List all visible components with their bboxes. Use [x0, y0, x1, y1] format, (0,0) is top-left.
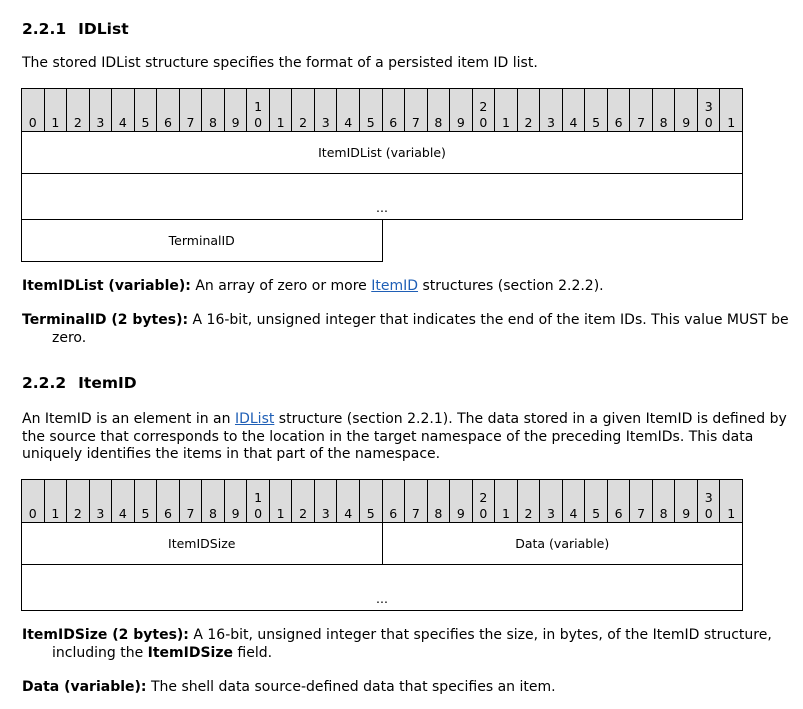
bit-tens-label — [90, 99, 112, 115]
bit-tens-label — [112, 490, 134, 506]
bit-ones-label: 4 — [118, 506, 127, 521]
idlist-link[interactable]: IDList — [234, 411, 275, 427]
bit-ones-label: 0 — [28, 506, 37, 521]
bit-16 — [382, 480, 405, 523]
bit-10 — [247, 480, 270, 523]
bit-tens-label — [720, 490, 742, 506]
bit-ones-label: 8 — [659, 506, 668, 521]
bit-ones-label: 6 — [163, 115, 172, 130]
bit-11 — [269, 89, 292, 132]
bit-28 — [652, 480, 675, 523]
bit-3 — [89, 89, 112, 132]
bit-30 — [697, 89, 720, 132]
bit-ones-label: 2 — [299, 506, 308, 521]
bit-14 — [337, 480, 360, 523]
bit-ones-label: 5 — [592, 115, 601, 130]
bit-2 — [67, 480, 90, 523]
bit-tens-label — [540, 490, 562, 506]
bit-tens-label — [337, 490, 359, 506]
bit-ones-label: 2 — [73, 115, 82, 130]
definition-itemidlist — [22, 278, 803, 296]
bit-18 — [427, 480, 450, 523]
bit-tens-label — [337, 99, 359, 115]
bit-14 — [337, 89, 360, 132]
bit-tens-label — [67, 490, 89, 506]
bit-7 — [179, 89, 202, 132]
bit-29 — [675, 89, 698, 132]
bit-tens-label — [292, 99, 314, 115]
bit-ones-label: 6 — [163, 506, 172, 521]
definition-term: ItemIDList (variable): — [22, 278, 191, 294]
bit-tens-label — [292, 490, 314, 506]
bit-tens-label — [157, 490, 179, 506]
bit-tens-label — [653, 490, 675, 506]
definition-term: Data (variable): — [22, 679, 147, 695]
bit-tens-label — [180, 490, 202, 506]
bit-31 — [720, 89, 743, 132]
section-heading-itemid — [22, 374, 137, 392]
bit-tens-label — [202, 99, 224, 115]
bit-tens-label — [315, 99, 337, 115]
intro-text: structure (section 2.2.1). The data stored in a given ItemID is defined by the source that corresponds to the location in the target namespace of the preceding ItemIDs. This data uniquely identifies the items in that part of the namespace. — [22, 411, 787, 462]
bit-ones-label: 7 — [186, 506, 195, 521]
definition-terminalid — [22, 312, 803, 347]
bit-tens-label — [360, 490, 382, 506]
bit-25 — [585, 89, 608, 132]
bit-ones-label: 0 — [254, 506, 263, 521]
bit-tens-label — [315, 490, 337, 506]
definition-term: TerminalID (2 bytes): — [22, 312, 189, 328]
bit-ones-label: 5 — [141, 506, 150, 521]
bit-12 — [292, 89, 315, 132]
bit-tens-label — [608, 490, 630, 506]
definition-text: structures (section 2.2.2). — [418, 278, 604, 294]
bit-20 — [472, 89, 495, 132]
bit-22 — [517, 480, 540, 523]
definition-data — [22, 679, 803, 697]
bit-tens-label: 3 — [704, 490, 713, 505]
definition-bold: ItemIDSize — [147, 644, 233, 661]
bit-tens-label — [563, 99, 585, 115]
bit-4 — [112, 480, 135, 523]
field-itemidlist: ItemIDList (variable) — [22, 132, 743, 174]
bit-tens-label — [675, 99, 697, 115]
bit-tens-label — [383, 99, 405, 115]
definition-itemidsize — [22, 627, 803, 662]
bit-ones-label: 0 — [704, 506, 713, 521]
bit-ones-label: 3 — [96, 506, 105, 521]
bit-22 — [517, 89, 540, 132]
bit-0 — [22, 89, 45, 132]
bit-tens-label — [495, 490, 517, 506]
bit-23 — [540, 480, 563, 523]
bit-24 — [562, 89, 585, 132]
section-title: IDList — [78, 20, 129, 38]
intro-text: An ItemID is an element in an — [22, 411, 235, 427]
bit-tens-label — [675, 490, 697, 506]
bit-30 — [697, 480, 720, 523]
bit-tens-label — [495, 99, 517, 115]
section-heading-idlist — [22, 20, 129, 38]
bit-27 — [630, 480, 653, 523]
bit-ones-label: 1 — [276, 506, 285, 521]
bit-tens-label — [540, 99, 562, 115]
bit-8 — [202, 89, 225, 132]
itemid-packet-diagram — [21, 479, 743, 611]
bit-12 — [292, 480, 315, 523]
bit-26 — [607, 89, 630, 132]
bit-ones-label: 9 — [682, 115, 691, 130]
bit-tens-label — [630, 490, 652, 506]
bit-ones-label: 9 — [456, 506, 465, 521]
bit-ones-label: 0 — [28, 115, 37, 130]
bit-tens-label — [563, 490, 585, 506]
bit-ones-label: 4 — [344, 115, 353, 130]
bit-ones-label: 6 — [614, 506, 623, 521]
bit-10 — [247, 89, 270, 132]
bit-tens-label — [180, 99, 202, 115]
bit-tens-label — [45, 99, 67, 115]
bit-ones-label: 7 — [637, 506, 646, 521]
bit-ones-label: 3 — [547, 115, 555, 130]
bit-ones-label: 8 — [434, 506, 443, 521]
bit-tens-label — [135, 99, 157, 115]
definition-text: The shell data source-defined data that specifies an item. — [146, 679, 556, 695]
bit-ones-label: 8 — [659, 115, 668, 130]
bit-17 — [405, 89, 428, 132]
bit-ones-label: 0 — [479, 506, 488, 521]
bit-ones-label: 1 — [727, 506, 736, 521]
field-data: Data (variable) — [382, 523, 743, 565]
bit-tens-label — [360, 99, 382, 115]
bit-6 — [157, 89, 180, 132]
bit-24 — [562, 480, 585, 523]
bit-16 — [382, 89, 405, 132]
bit-9 — [224, 89, 247, 132]
bit-tens-label — [270, 99, 292, 115]
bit-ones-label: 1 — [501, 506, 510, 521]
bit-tens-label — [45, 490, 67, 506]
bit-5 — [134, 89, 157, 132]
bit-11 — [269, 480, 292, 523]
bit-tens-label — [383, 490, 405, 506]
bit-ones-label: 8 — [434, 115, 443, 130]
bit-5 — [134, 480, 157, 523]
bit-ones-label: 3 — [321, 506, 330, 521]
bit-ones-label: 8 — [209, 115, 217, 130]
bit-7 — [179, 480, 202, 523]
bit-ones-label: 1 — [276, 115, 285, 130]
bit-ones-label: 7 — [411, 506, 420, 521]
bit-tens-label — [22, 99, 44, 115]
bit-tens-label — [653, 99, 675, 115]
bit-tens-label — [585, 99, 607, 115]
section-number: 2.2.2 — [22, 374, 67, 392]
bit-ones-label: 9 — [231, 115, 240, 130]
bit-ones-label: 7 — [186, 115, 195, 130]
bit-tens-label — [518, 490, 540, 506]
bit-ones-label: 1 — [501, 115, 510, 130]
bit-15 — [359, 480, 382, 523]
field-continuation: ... — [22, 174, 743, 220]
bit-ones-label: 5 — [592, 506, 601, 521]
bit-31 — [720, 480, 743, 523]
section-intro — [22, 411, 787, 464]
bit-tens-label: 2 — [479, 99, 488, 114]
bit-8 — [202, 480, 225, 523]
bit-tens-label — [225, 99, 247, 115]
bit-ones-label: 4 — [569, 506, 578, 521]
bit-tens-label — [608, 99, 630, 115]
bit-28 — [652, 89, 675, 132]
bit-15 — [359, 89, 382, 132]
bit-1 — [44, 89, 67, 132]
bit-ones-label: 2 — [299, 115, 308, 130]
bit-29 — [675, 480, 698, 523]
bit-ones-label: 7 — [637, 115, 646, 130]
bit-ones-label: 1 — [727, 115, 736, 130]
bit-ones-label: 9 — [682, 506, 691, 521]
bit-tens-label — [428, 490, 450, 506]
bit-19 — [450, 89, 473, 132]
bit-ones-label: 0 — [254, 115, 263, 130]
bit-tens-label — [405, 99, 427, 115]
bit-6 — [157, 480, 180, 523]
bit-tens-label — [202, 490, 224, 506]
bit-tens-label — [720, 99, 742, 115]
bit-tens-label: 1 — [254, 490, 263, 505]
bit-ones-label: 1 — [51, 115, 60, 130]
bit-0 — [22, 480, 45, 523]
bit-2 — [67, 89, 90, 132]
bit-tens-label — [157, 99, 179, 115]
bit-ones-label: 6 — [389, 115, 398, 130]
bit-25 — [585, 480, 608, 523]
bit-tens-label: 2 — [479, 490, 488, 505]
bit-tens-label — [450, 99, 472, 115]
bit-27 — [630, 89, 653, 132]
field-itemidsize: ItemIDSize — [22, 523, 383, 565]
bit-tens-label — [630, 99, 652, 115]
itemid-link[interactable]: ItemID — [371, 278, 419, 294]
definition-text: A 16-bit, unsigned integer that indicates the end of the item IDs. This value MUST be zero. — [52, 312, 789, 346]
bit-tens-label — [405, 490, 427, 506]
bit-20 — [472, 480, 495, 523]
bit-ones-label: 5 — [366, 506, 375, 521]
definition-text: A 16-bit, unsigned integer that specifies the size, in bytes, of the ItemID structure, including the — [52, 627, 772, 661]
definition-text: An array of zero or more — [190, 278, 372, 294]
bit-tens-label — [225, 490, 247, 506]
bit-ones-label: 4 — [569, 115, 578, 130]
bit-18 — [427, 89, 450, 132]
bit-17 — [405, 480, 428, 523]
bit-ones-label: 7 — [411, 115, 420, 130]
bit-ones-label: 4 — [118, 115, 127, 130]
bit-ones-label: 3 — [321, 115, 330, 130]
bit-ones-label: 9 — [231, 506, 240, 521]
field-continuation: ... — [22, 565, 743, 611]
bit-tens-label — [112, 99, 134, 115]
bit-ones-label: 0 — [479, 115, 488, 130]
bit-1 — [44, 480, 67, 523]
bit-ones-label: 9 — [456, 115, 465, 130]
section-title: ItemID — [78, 374, 137, 392]
bit-tens-label — [90, 490, 112, 506]
bit-tens-label: 3 — [704, 99, 713, 114]
bit-ones-label: 2 — [73, 506, 82, 521]
bit-ones-label: 3 — [547, 506, 555, 521]
bit-ones-label: 6 — [614, 115, 623, 130]
bit-tens-label — [428, 99, 450, 115]
bit-tens-label — [67, 99, 89, 115]
definition-term: ItemIDSize (2 bytes): — [22, 627, 189, 643]
bit-tens-label — [585, 490, 607, 506]
bit-tens-label — [518, 99, 540, 115]
bit-tens-label — [270, 490, 292, 506]
bit-ones-label: 8 — [209, 506, 217, 521]
bit-ones-label: 1 — [51, 506, 60, 521]
bit-ones-label: 5 — [366, 115, 375, 130]
bit-ones-label: 0 — [704, 115, 713, 130]
bit-ones-label: 2 — [524, 115, 533, 130]
bit-tens-label: 1 — [254, 99, 263, 114]
definition-text: field. — [232, 644, 273, 661]
field-terminalid: TerminalID — [22, 220, 383, 262]
idlist-packet-diagram — [21, 88, 743, 262]
bit-ones-label: 5 — [141, 115, 150, 130]
empty-cell — [382, 220, 743, 262]
bit-ones-label: 2 — [524, 506, 533, 521]
bit-tens-label — [450, 490, 472, 506]
bit-ruler — [22, 480, 743, 523]
bit-ruler — [22, 89, 743, 132]
bit-9 — [224, 480, 247, 523]
bit-23 — [540, 89, 563, 132]
bit-13 — [314, 89, 337, 132]
bit-19 — [450, 480, 473, 523]
bit-4 — [112, 89, 135, 132]
bit-21 — [495, 89, 518, 132]
bit-tens-label — [135, 490, 157, 506]
section-number: 2.2.1 — [22, 20, 67, 38]
bit-ones-label: 4 — [344, 506, 353, 521]
bit-ones-label: 3 — [96, 115, 105, 130]
bit-21 — [495, 480, 518, 523]
bit-13 — [314, 480, 337, 523]
bit-tens-label — [22, 490, 44, 506]
bit-3 — [89, 480, 112, 523]
bit-26 — [607, 480, 630, 523]
section-intro: The stored IDList structure specifies the format of a persisted item ID list. — [22, 55, 538, 71]
bit-ones-label: 6 — [389, 506, 398, 521]
